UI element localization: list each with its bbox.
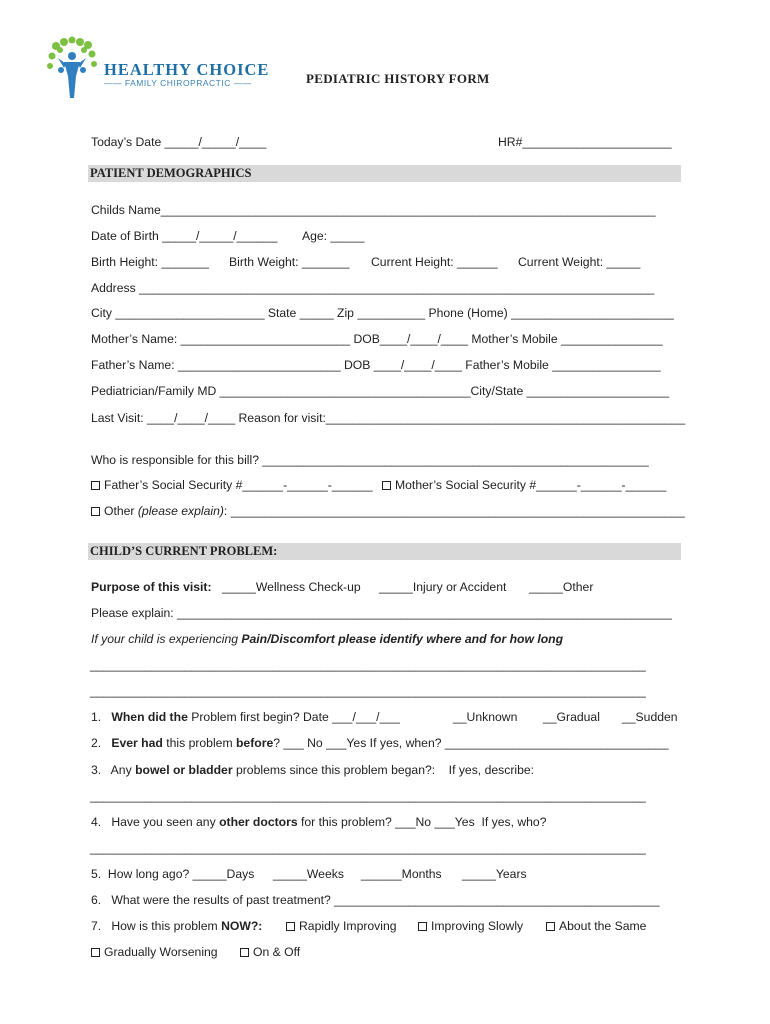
other-payer-option[interactable]: [91, 504, 685, 518]
option-label: Improving Slowly: [431, 919, 524, 933]
current-height-field[interactable]: Current Height: ______: [371, 255, 498, 269]
current-weight-field[interactable]: Current Weight: _____: [518, 255, 641, 269]
q3-text: problems since this problem began?: If yes, describe:: [232, 763, 535, 777]
question-number: 7.: [91, 919, 102, 933]
last-visit-row[interactable]: Last Visit: ____/____/____ Reason for visit:_____________________________________________________: [91, 411, 686, 425]
q1-text: Problem first begin? Date ___/___/___: [187, 710, 400, 724]
option-label: Rapidly Improving: [299, 919, 397, 933]
q2-bold-2: before: [235, 736, 274, 750]
injury-option[interactable]: _____Injury or Accident: [379, 580, 507, 594]
pain-bold: Pain/Discomfort please identify where and for how long: [241, 632, 564, 646]
q3-answer-line[interactable]: __________________________________________________________________________________: [90, 789, 646, 803]
question-1[interactable]: [91, 710, 400, 724]
checkbox-icon[interactable]: [382, 481, 391, 490]
checkbox-icon[interactable]: [91, 481, 100, 490]
q4-bold: other doctors: [219, 815, 298, 829]
section-header-demographics: [88, 165, 681, 182]
q2-bold-1: Ever had: [111, 736, 163, 750]
question-3: [91, 763, 534, 777]
brand-subtitle: —— FAMILY CHIROPRACTIC ——: [104, 78, 252, 88]
question-2[interactable]: [91, 736, 669, 750]
checkbox-icon[interactable]: [240, 948, 249, 957]
option-label: Gradually Worsening: [104, 945, 218, 959]
address-field[interactable]: Address ____________________________________________________________________________: [91, 281, 655, 295]
purpose-label: Purpose of this visit:: [91, 580, 212, 594]
q7-pre: How is this problem: [111, 919, 222, 933]
q3-bold: bowel or bladder: [135, 763, 233, 777]
age-field[interactable]: Age: _____: [302, 229, 365, 243]
q4-pre: Have you seen any: [111, 815, 220, 829]
childs-name-field[interactable]: Childs Name_________________________________________________________________________: [91, 203, 656, 217]
checkbox-icon[interactable]: [91, 948, 100, 957]
section-title: CHILD’S CURRENT PROBLEM:: [90, 544, 278, 558]
section-header-current-problem: [88, 543, 681, 560]
question-number: 3.: [91, 763, 102, 777]
checkbox-icon[interactable]: [546, 922, 555, 931]
q1-gradual-option[interactable]: __Gradual: [543, 710, 600, 724]
father-info-row[interactable]: Father’s Name: ________________________ DOB ____/____/____ Father’s Mobile ________________: [91, 358, 661, 372]
father-ss-label: Father’s Social Security #______-______-______: [104, 478, 373, 492]
question-number: 4.: [91, 815, 102, 829]
mother-ss-option[interactable]: [382, 478, 666, 492]
pediatrician-row[interactable]: Pediatrician/Family MD _____________________________________City/State _____________________: [91, 384, 670, 398]
date-of-birth-field[interactable]: Date of Birth _____/_____/______: [91, 229, 278, 243]
checkbox-icon[interactable]: [418, 922, 427, 931]
father-ss-option[interactable]: [91, 478, 373, 492]
todays-date-field[interactable]: Today’s Date _____/_____/____: [91, 135, 267, 149]
question-6[interactable]: 6. What were the results of past treatment? ________________________________________________: [91, 893, 660, 907]
option-label: On & Off: [253, 945, 301, 959]
q7-about-same-option[interactable]: [546, 919, 646, 933]
q5-years-option[interactable]: _____Years: [462, 867, 527, 881]
other-visit-option[interactable]: _____Other: [529, 580, 594, 594]
q7-on-off-option[interactable]: [240, 945, 300, 959]
brand-name: HEALTHY CHOICE: [104, 60, 270, 79]
mother-ss-label: Mother’s Social Security #______-______-______: [395, 478, 667, 492]
form-title: PEDIATRIC HISTORY FORM: [306, 71, 490, 86]
wellness-option[interactable]: _____Wellness Check-up: [222, 580, 361, 594]
q2-text: ? ___ No ___Yes If yes, when? _________________________________: [273, 736, 669, 750]
responsible-party-field[interactable]: Who is responsible for this bill? _________________________________________________________: [91, 453, 649, 467]
question-4[interactable]: [91, 815, 547, 829]
question-5-days[interactable]: 5. How long ago? _____Days: [91, 867, 255, 881]
q7-rapidly-improving-option[interactable]: [286, 919, 397, 933]
pain-prefix: If your child is experiencing: [91, 632, 242, 646]
q1-bold: When did the: [111, 710, 188, 724]
q4-text: for this problem? ___No ___Yes If yes, who?: [297, 815, 547, 829]
q2-mid: this problem: [162, 736, 236, 750]
q3-pre: Any: [110, 763, 136, 777]
city-state-zip-phone-row[interactable]: City ______________________ State _____ Zip __________ Phone (Home) ________________________: [91, 306, 674, 320]
q1-sudden-option[interactable]: __Sudden: [622, 710, 678, 724]
question-number: 2.: [91, 736, 102, 750]
other-line: : ___________________________________________________________________: [223, 504, 685, 518]
q5-weeks-option[interactable]: _____Weeks: [273, 867, 344, 881]
q4-answer-line[interactable]: __________________________________________________________________________________: [90, 841, 646, 855]
other-label: Other: [104, 504, 138, 518]
q5-months-option[interactable]: ______Months: [361, 867, 442, 881]
pain-instruction: [91, 632, 563, 646]
q7-gradually-worsening-option[interactable]: [91, 945, 218, 959]
q7-improving-slowly-option[interactable]: [418, 919, 523, 933]
question-7: [91, 919, 262, 933]
please-explain-field[interactable]: Please explain: _________________________________________________________________________: [91, 606, 672, 620]
birth-height-field[interactable]: Birth Height: _______: [91, 255, 209, 269]
pain-line-1[interactable]: __________________________________________________________________________________: [90, 658, 646, 672]
option-label: About the Same: [559, 919, 647, 933]
question-number: 1.: [91, 710, 102, 724]
pain-line-2[interactable]: __________________________________________________________________________________: [90, 684, 646, 698]
other-note: (please explain): [137, 504, 224, 518]
mother-info-row[interactable]: Mother’s Name: _________________________ DOB____/____/____ Mother’s Mobile _______________: [91, 332, 663, 346]
section-title: PATIENT DEMOGRAPHICS: [90, 166, 252, 180]
q1-unknown-option[interactable]: __Unknown: [453, 710, 518, 724]
birth-weight-field[interactable]: Birth Weight: _______: [229, 255, 350, 269]
checkbox-icon[interactable]: [91, 507, 100, 516]
hr-field[interactable]: HR#______________________: [498, 135, 672, 149]
checkbox-icon[interactable]: [286, 922, 295, 931]
q7-bold: NOW?:: [221, 919, 263, 933]
